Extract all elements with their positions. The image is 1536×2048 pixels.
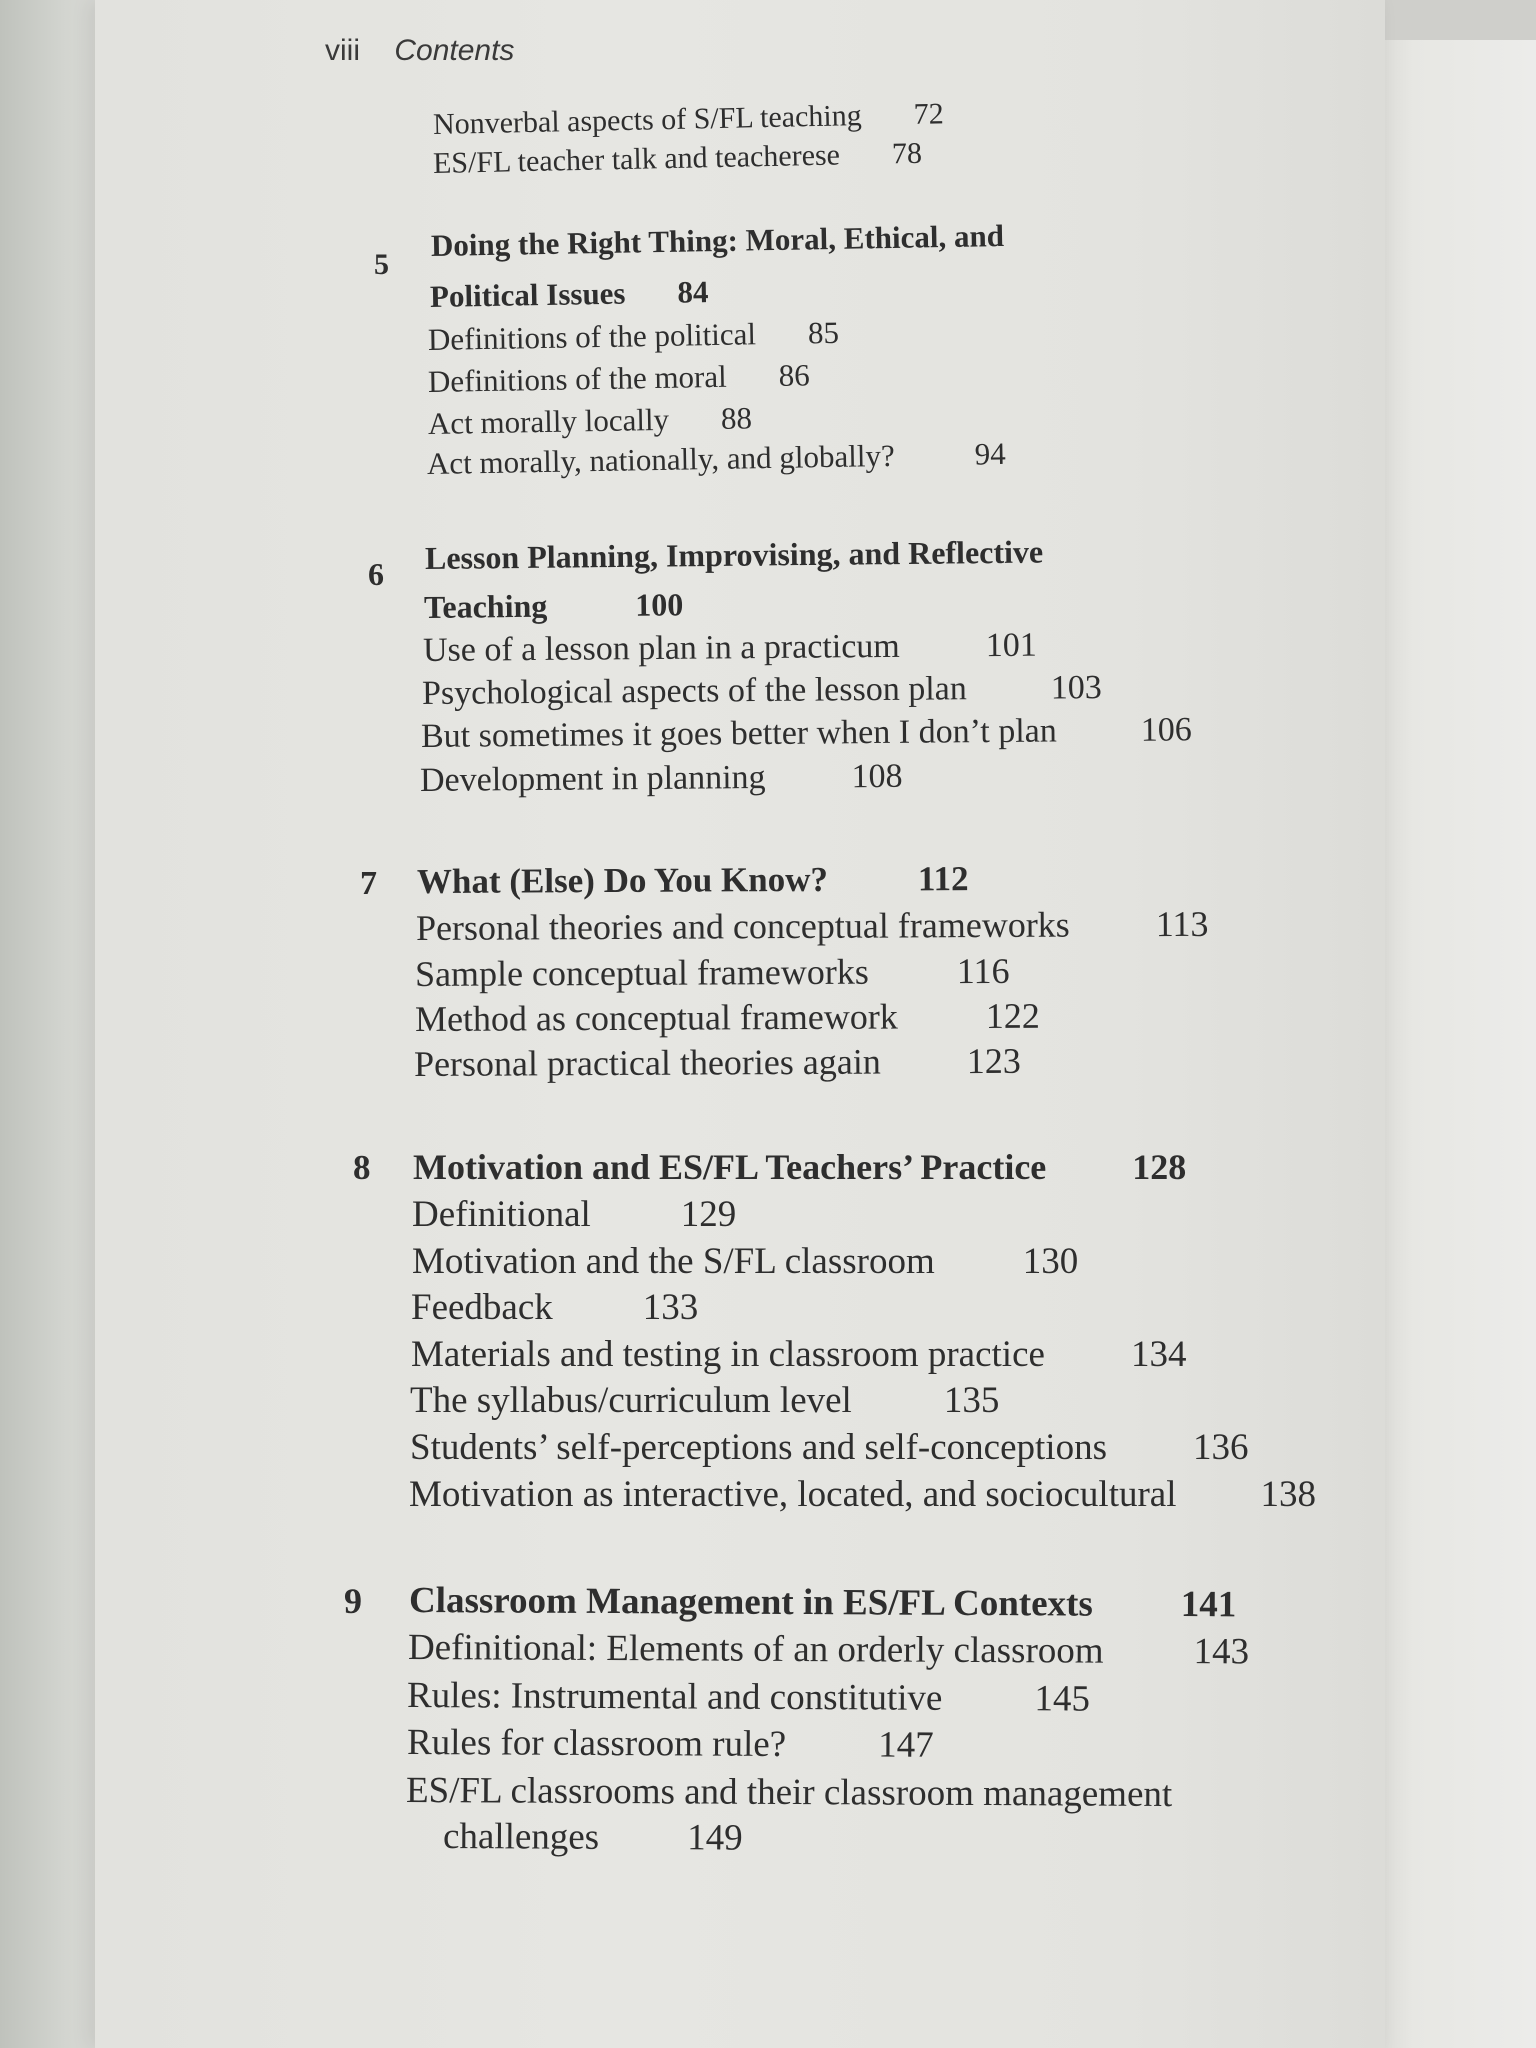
toc-entry: Psychological aspects of the lesson plan 103 [421, 669, 1102, 712]
toc-entry: Use of a lesson plan in a practicum 101 [422, 626, 1037, 669]
chapter-title-continued: Political Issues 84 [429, 274, 709, 314]
chapter-title: Motivation and ES/FL Teachers’ Practice 128 [413, 1147, 1187, 1187]
chapter-title: Classroom Management in ES/FL Contexts 141 [408, 1580, 1237, 1626]
page-folio: viii [325, 34, 360, 67]
toc-entry: Materials and testing in classroom practice 134 [411, 1334, 1187, 1375]
chapter-number: 5 [374, 248, 389, 281]
toc-entry: Act morally, nationally, and globally? 94 [426, 435, 1006, 481]
toc-entry [433, 97, 944, 142]
entry-title: Nonverbal aspects of S/FL teaching [432, 99, 863, 141]
toc-entry: Definitions of the political 85 [427, 314, 840, 357]
entry-title: ES/FL teacher talk and teacherese [432, 138, 841, 180]
toc-entry: Definitions of the moral 86 [427, 357, 810, 399]
chapter-number: 7 [360, 865, 377, 902]
chapter-number: 8 [353, 1148, 371, 1187]
chapter-page-number: 84 [677, 274, 709, 310]
toc-entry: Rules: Instrumental and constitutive 145 [406, 1675, 1090, 1720]
toc-entry: ES/FL classrooms and their classroom management [405, 1770, 1173, 1816]
toc-entry: Feedback 133 [411, 1287, 699, 1328]
toc-entry: Definitional 129 [412, 1194, 737, 1235]
toc-entry: Sample conceptual frameworks 116 [414, 950, 1010, 994]
toc-entry: Motivation as interactive, located, and sociocultural 138 [409, 1474, 1316, 1515]
toc-entry: Development in planning 108 [419, 757, 903, 799]
chapter-number: 9 [344, 1581, 362, 1621]
chapter-title-continued: Teaching 100 [423, 586, 684, 625]
chapter-title: Lesson Planning, Improvising, and Reflective [424, 533, 1044, 576]
chapter-title: Doing the Right Thing: Moral, Ethical, and [430, 218, 1005, 263]
toc-entry [433, 137, 923, 181]
toc-entry: But sometimes it goes better when I don’t plan 106 [420, 711, 1192, 755]
toc-entry: Personal practical theories again 123 [413, 1040, 1021, 1084]
toc-entry-continued: challenges 149 [442, 1816, 743, 1859]
toc-entry: Act morally locally 88 [427, 400, 753, 441]
toc-entry: Motivation and the S/FL classroom 130 [412, 1241, 1079, 1282]
chapter-number: 6 [368, 556, 384, 592]
toc-entry: Students’ self-perceptions and self-conceptions 136 [410, 1427, 1249, 1468]
chapter-title: What (Else) Do You Know? 112 [416, 859, 969, 901]
toc-entry: Definitional: Elements of an orderly classroom 143 [407, 1627, 1250, 1673]
entry-page-number: 78 [891, 136, 923, 171]
running-head-title: Contents [394, 34, 515, 67]
entry-page-number: 72 [913, 97, 945, 131]
toc-entry: Personal theories and conceptual frameworks 113 [415, 903, 1209, 948]
toc-entry: Rules for classroom rule? 147 [406, 1722, 934, 1766]
toc-entry: Method as conceptual framework 122 [414, 995, 1040, 1039]
toc-entry: The syllabus/curriculum level 135 [410, 1380, 1000, 1421]
